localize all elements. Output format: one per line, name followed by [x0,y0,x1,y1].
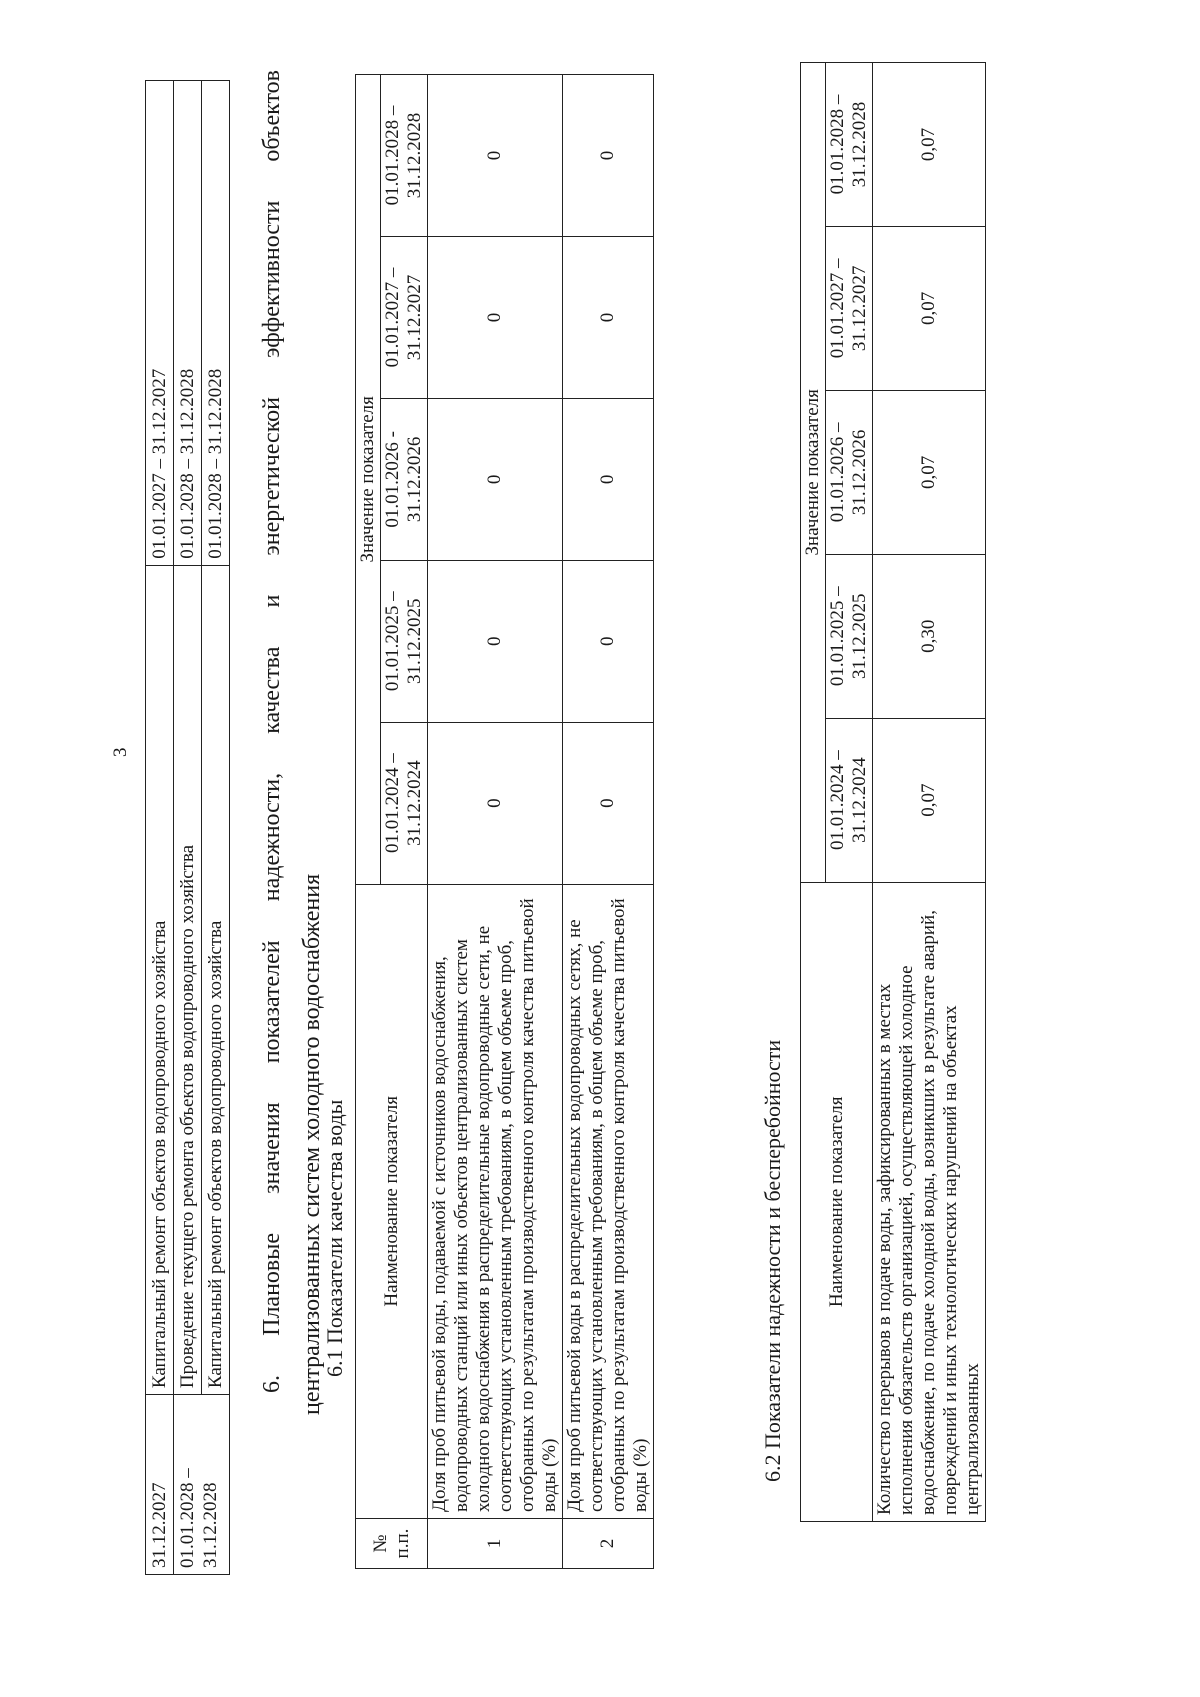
period-header: 01.01.2024 – 31.12.2024 [826,718,873,882]
table-row [873,63,986,1522]
value-cell: 0 [563,398,654,560]
value-cell: 0,07 [873,63,986,227]
period-cell: 31.12.2027 [146,1395,174,1575]
work-cell: Капитальный ремонт объектов водопроводного хозяйства [202,565,230,1394]
section-6-line1: 6. Плановые значения показателей надежности, качества и энергетической эффективности объектов [259,70,285,1393]
value-cell: 0 [563,75,654,237]
section-6-line2: централизованных систем холодного водоснабжения [299,873,325,1415]
table-row [563,75,654,1569]
indicator-name: Количество перерывов в подаче воды, зафиксированных в местах исполнения обязательств организацией, осуществляющей холодное водоснабжение, по подаче холодной воды, возникших в результате аварий, повреждений и иных технологических нарушений на объектах централизованных [873,882,986,1521]
name-header: Наименование показателя [801,882,873,1521]
value-cell: 0 [563,560,654,722]
indicator-name: Доля проб питьевой воды в распределительных водопроводных сетях, не соответствующих установленным требованиям, в общем объеме проб, отобранных по результатам производственного контроля качества питьевой воды (%) [563,884,654,1518]
period-header: 01.01.2026 - 31.12.2026 [381,398,428,560]
period-header: 01.01.2027 – 31.12.2027 [381,236,428,398]
period-header: 01.01.2025 – 31.12.2025 [381,560,428,722]
table-row [202,81,230,1575]
table-header-row [356,75,381,1569]
range-cell: 01.01.2028 – 31.12.2028 [174,81,202,566]
indicator-name: Доля проб питьевой воды, подаваемой с источников водоснабжения, водопроводных станций или иных объектов централизованных систем холодного водоснабжения в распределительные водопроводные сети, не соответствующих установленным требованиям, в общем объеме проб, отобранных по результатам производственного контроля качества питьевой воды (%) [428,884,563,1518]
value-cell: 0,30 [873,554,986,718]
top-schedule-table [145,80,230,1575]
value-cell: 0 [428,236,563,398]
row-number: 1 [428,1519,563,1569]
value-header: Значение показателя [801,63,826,883]
work-cell: Проведение текущего ремонта объектов водопроводного хозяйства [174,565,202,1394]
period-header: 01.01.2027 – 31.12.2027 [826,226,873,390]
name-header: Наименование показателя [356,884,428,1518]
work-cell: Капитальный ремонт объектов водопроводного хозяйства [146,565,174,1394]
table-header-row [801,63,826,1522]
subsection-6-2-title: 6.2 Показатели надежности и бесперебойности [760,1039,785,1482]
range-cell: 01.01.2028 – 31.12.2028 [202,81,230,566]
value-header: Значение показателя [356,75,381,885]
section-6-heading [252,70,332,1415]
value-cell: 0 [563,722,654,884]
period-header: 01.01.2025 – 31.12.2025 [826,554,873,718]
num-header: № п.п. [356,1519,428,1569]
value-cell: 0 [428,722,563,884]
period-header: 01.01.2026 – 31.12.2026 [826,390,873,554]
table-row [146,81,174,1575]
table-row [174,81,202,1575]
range-cell: 01.01.2027 – 31.12.2027 [146,81,174,566]
row-number: 2 [563,1519,654,1569]
value-cell: 0 [428,560,563,722]
page-number: 3 [110,747,131,757]
value-cell: 0,07 [873,718,986,882]
reliability-table [800,62,986,1522]
period-header: 01.01.2028 – 31.12.2028 [381,75,428,237]
period-header: 01.01.2028 – 31.12.2028 [826,63,873,227]
period-cell: 01.01.2028 – 31.12.2028 [174,1395,230,1575]
value-cell: 0 [428,398,563,560]
value-cell: 0,07 [873,226,986,390]
value-cell: 0 [563,236,654,398]
period-header: 01.01.2024 – 31.12.2024 [381,722,428,884]
table-row [428,75,563,1569]
value-cell: 0 [428,75,563,237]
water-quality-table [355,74,654,1569]
value-cell: 0,07 [873,390,986,554]
subsection-6-1-title: 6.1 Показатели качества воды [322,1099,347,1377]
